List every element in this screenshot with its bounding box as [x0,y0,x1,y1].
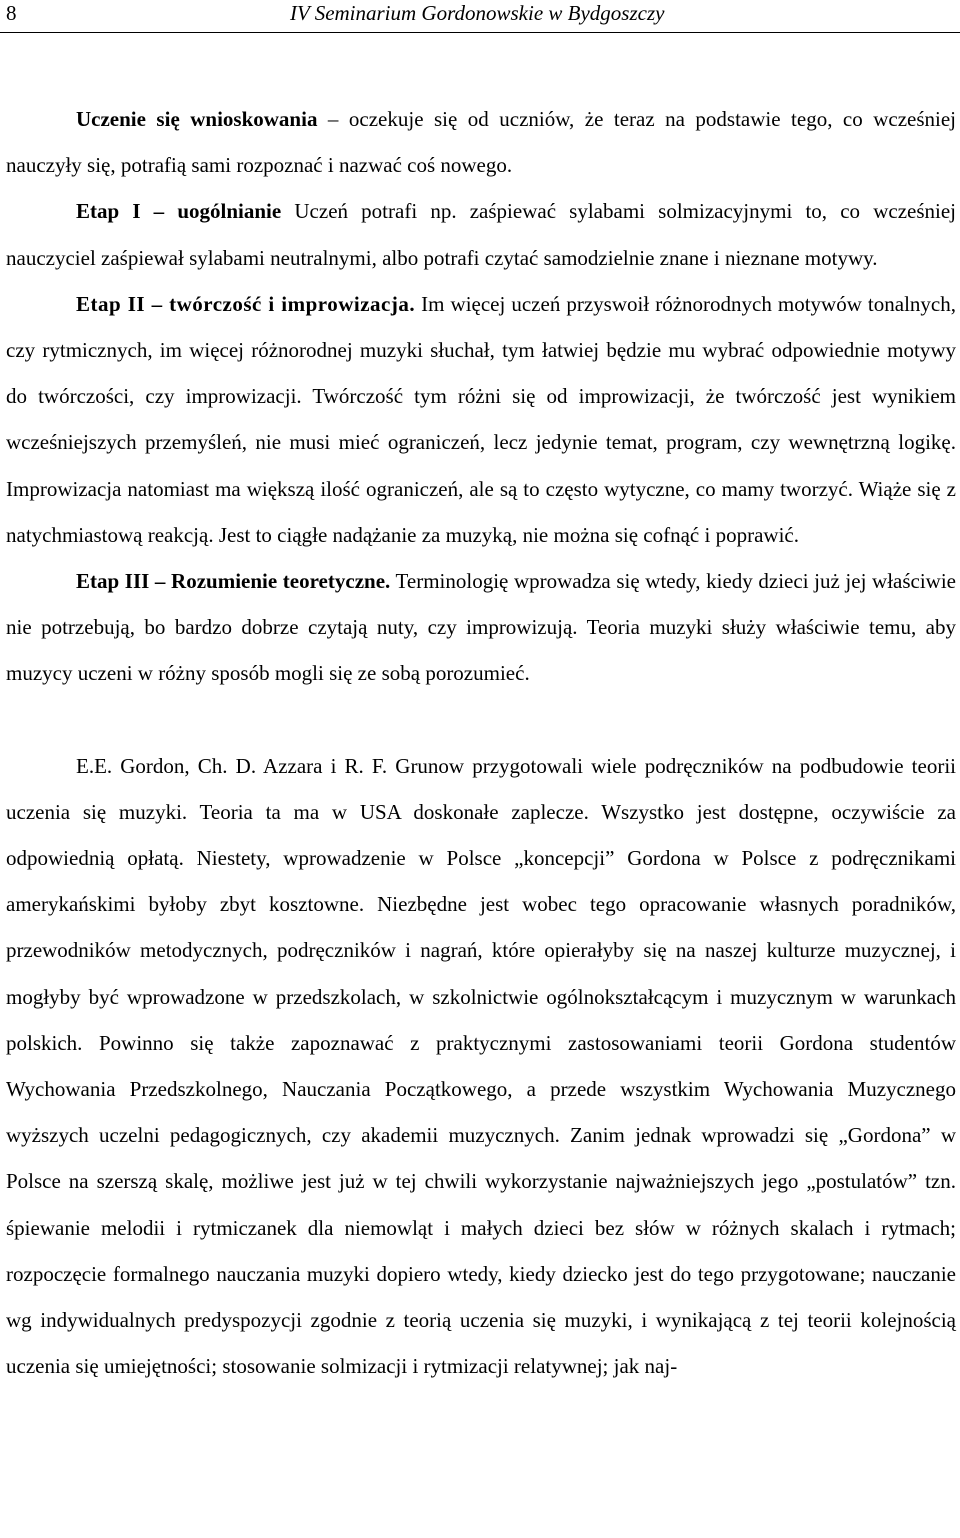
paragraph-lead: Etap II – twórczość i improwizacja. [76,291,416,316]
paragraph-stage-2 [6,281,956,558]
page-number: 8 [6,1,17,25]
paragraph-text: E.E. Gordon, Ch. D. Azzara i R. F. Grunow przygotowali wiele podręczników na podbudowie teorii uczenia się muzyki. Teoria ta ma w USA doskonałe zaplecze. Wszystko jest dostępne, oczywiście za odpowiednią opłatą. Niestety, wprowadzenie w Polsce „koncepcji” Gordona w Polsce z podręcznikami amerykańskimi byłoby zbyt kosztowne. Niezbędne jest wobec tego opracowanie własnych poradników, przewodników metodycznych, podręczników i nagrań, które opierałyby się na naszej kulturze muzycznej, i mogłyby być wprowadzone w przedszkolach, w szkolnictwie ogólnokształcącym i muzycznym w warunkach polskich. Powinno się także zapoznawać z praktycznymi zastosowaniami teorii Gordona studentów Wychowania Przedszkolnego, Nauczania Początkowego, a przede wszystkim Wychowania Muzycznego wyższych uczelni pedagogicznych, czy akademii muzycznych. Zanim jednak wprowadzi się „Gordona” w Polsce na szerszą skalę, możliwe jest już w tej chwili wykorzystanie najważniejszych jego „postulatów” tzn. śpiewanie melodii i rytmiczanek dla niemowląt i małych dzieci bez słów w różnych skalach i rytmach; rozpoczęcie formalnego nauczania muzyki dopiero wtedy, kiedy dziecko jest do tego przygotowane; nauczanie wg indywidualnych predyspozycji zgodnie z teorią uczenia się muzyki, i wynikającą z tej teorii kolejnością uczenia się umiejętności; stosowanie solmizacji i rytmizacji relatywnej; jak naj- [6,753,956,1379]
body-text [6,96,956,1389]
paragraph-text: – oczekuje się od uczniów, że teraz na podstawie tego, co wcześniej nauczyły się, potrafią sami rozpoznać i nazwać coś nowego. [6,107,957,178]
paragraph-text: Uczeń potrafi np. zaśpiewać sylabami solmizacyjnymi to, co wcześniej nauczyciel zaśpiewał sylabami neutralnymi, albo potrafi czytać samodzielnie znane i nieznane motywy. [6,199,956,270]
page-header [0,0,960,30]
paragraph-lead: Uczenie się wnioskowania [76,107,318,131]
paragraph-gordon-books [6,743,956,1390]
paragraph-stage-1 [6,188,956,280]
paragraph-lead: Etap III – Rozumienie teoretyczne. [76,569,391,594]
paragraph-inference [6,96,956,188]
running-title: IV Seminarium Gordonowskie w Bydgoszczy [290,1,665,25]
paragraph-text: Im więcej uczeń przyswoił różnorodnych motywów tonalnych, czy rytmicznych, im więcej różnorodnej muzyki słuchał, tym łatwiej będzie mu wybrać odpowiednie motywy do twórczości, czy improwizacji. Twórczość tym różni się od improwizacji, że twórczość jest wynikiem wcześniejszych przemyśleń, nie musi mieć ograniczeń, lecz jedynie temat, program, czy wewnętrzną logikę. Improwizacja natomiast ma większą ilość ograniczeń, ale są to często wytyczne, co mamy tworzyć. Wiąże się z natychmiastową reakcją. Jest to ciągłe nadążanie za muzyką, nie można się cofnąć i poprawić. [6,291,956,547]
paragraph-text: Terminologię wprowadza się wtedy, kiedy dzieci już jej właściwie nie potrzebują, bo bardzo dobrze czytają nuty, czy improwizują. Teoria muzyki służy właściwie temu, aby muzycy uczeni w różny sposób mogli się ze sobą porozumieć. [6,569,956,686]
paragraph-stage-3 [6,558,956,697]
paragraph-lead: Etap I – uogólnianie [76,199,282,224]
header-rule [0,32,960,33]
